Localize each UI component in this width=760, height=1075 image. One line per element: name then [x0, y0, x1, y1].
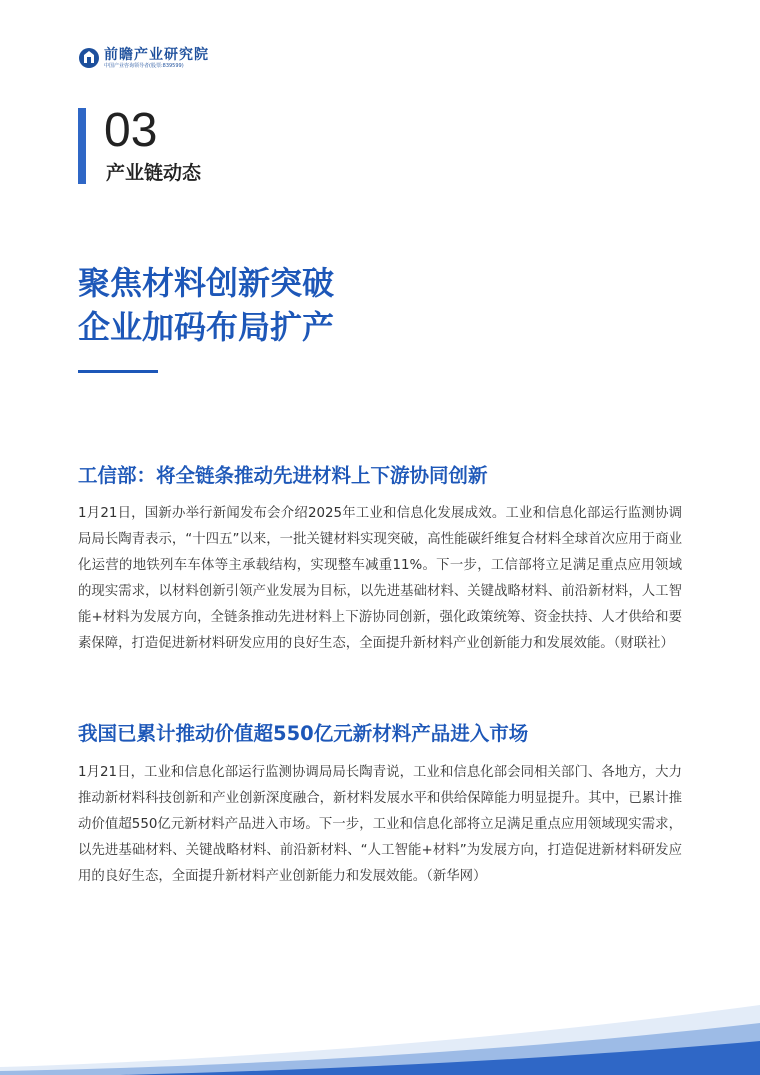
logo-tagline: 中国产业咨询领导者(股票:839599)	[104, 62, 184, 69]
article-2-title: 我国已累计推动价值超550亿元新材料产品进入市场	[78, 722, 529, 745]
company-logo	[78, 44, 209, 72]
section-number: 03	[104, 104, 158, 157]
logo-name: 前瞻产业研究院	[104, 46, 209, 63]
article-2-body: 1月21日，工业和信息化部运行监测协调局局长陶青说，工业和信息化部会同相关部门、各地方，大力推动新材料科技创新和产业创新深度融合，新材料发展水平和供给保障能力明显提升。其中，已累计推动价值超550亿元新材料产品进入市场。下一步，工业和信息化部将立足满足重点应用领域现实需求，以先进基础材料、关键战略材料、前沿新材料、“人工智能+材料”为发展方向，打造促进新材料研发应用的良好生态，全面提升新材料产业创新能力和发展效能。（新华网）	[78, 765, 682, 884]
article-1-body: 1月21日，国新办举行新闻发布会介绍2025年工业和信息化发展成效。工业和信息化部运行监测协调局局长陶青表示，“十四五”以来，一批关键材料实现突破，高性能碳纤维复合材料全球首次应用于商业化运营的地铁列车车体等主承载结构，实现整车减重11%。下一步，工信部将立足满足重点应用领域的现实需求，以材料创新引领产业发展为目标，以先进基础材料、关键战略材料、前沿新材料，人工智能+材料为发展方向，全链条推动先进材料上下游协同创新，强化政策统筹、资金扶持、人才供给和要素保障，打造促进新材料研发应用的良好生态，全面提升新材料产业创新能力和发展效能。（财联社）	[78, 506, 682, 651]
section-accent-bar	[78, 108, 86, 184]
footer-wave-decoration	[0, 995, 760, 1075]
logo-mark-icon	[78, 46, 100, 70]
headline-line-1: 聚焦材料创新突破	[78, 264, 335, 302]
headline-line-2: 企业加码布局扩产	[78, 308, 335, 346]
article-1-title: 工信部：将全链条推动先进材料上下游协同创新	[78, 464, 488, 487]
section-title: 产业链动态	[106, 162, 202, 184]
headline-divider	[78, 370, 158, 373]
